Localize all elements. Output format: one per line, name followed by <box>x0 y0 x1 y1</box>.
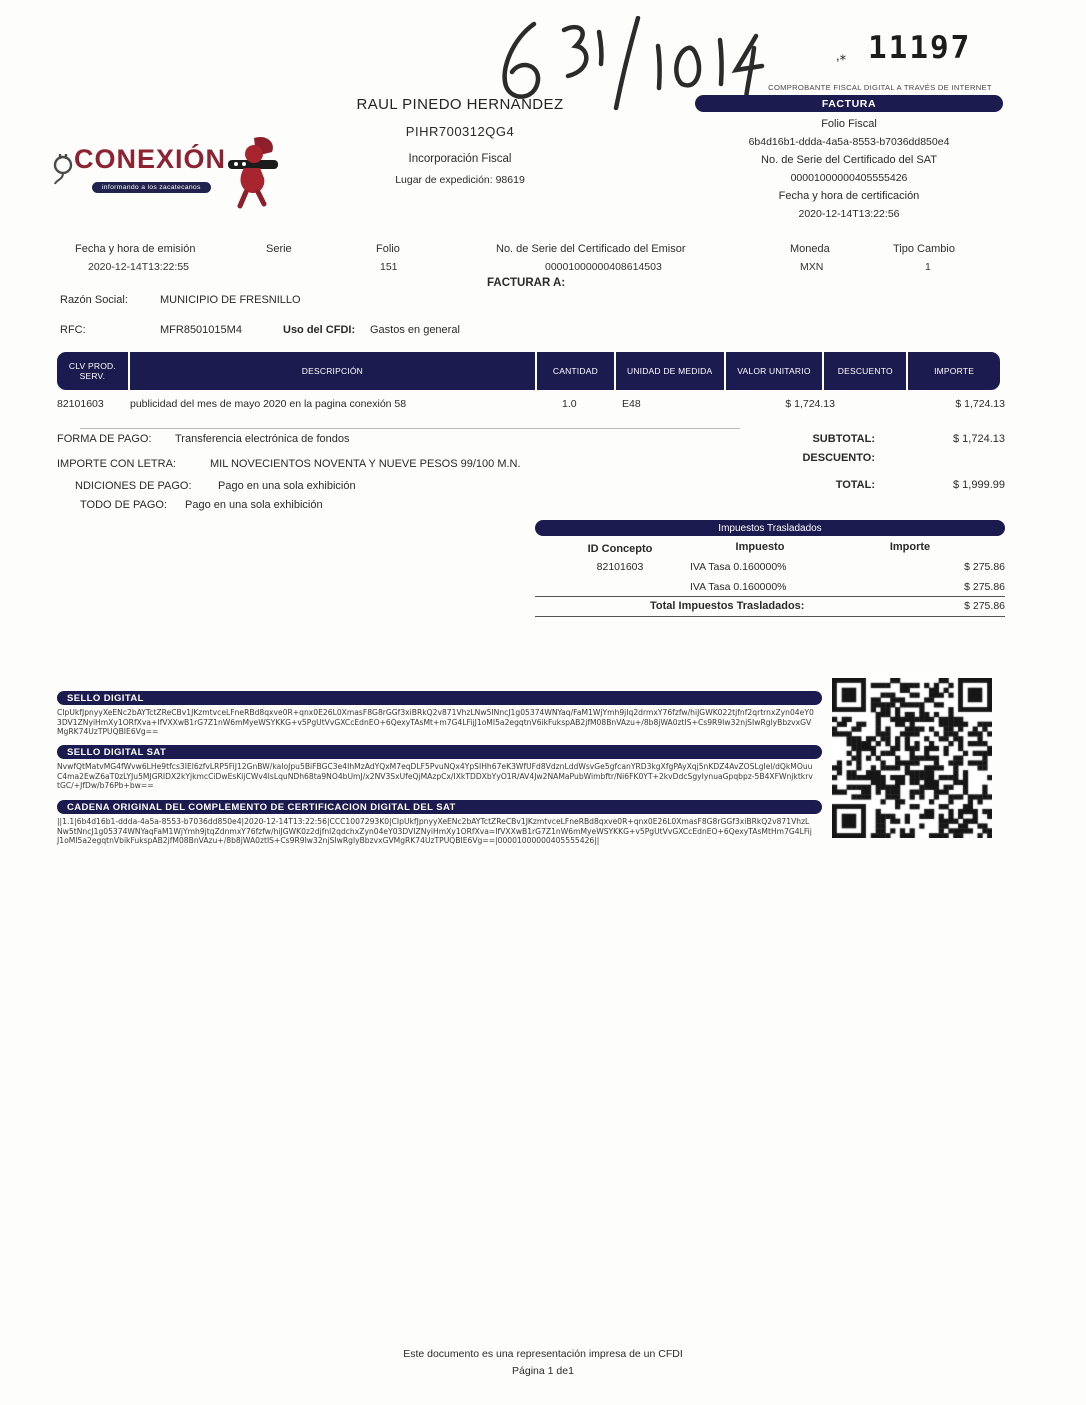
plug-icon <box>52 152 74 186</box>
subtotal-label: SUBTOTAL: <box>812 433 875 445</box>
razon-social-label: Razón Social: <box>60 294 128 306</box>
metodo-pago-value: Pago en una sola exhibición <box>185 499 323 511</box>
col-importe: IMPORTE <box>906 352 1000 390</box>
stamp-mark: ,⁎ <box>836 48 847 63</box>
col-cantidad: CANTIDAD <box>535 352 614 390</box>
emitter-rfc: PIHR700312QG4 <box>405 124 515 139</box>
cert-datetime-value: 2020-12-14T13:22:56 <box>798 208 900 220</box>
sello-digital-title: SELLO DIGITAL <box>57 691 822 705</box>
exchange-label: Tipo Cambio <box>893 243 955 255</box>
col-clv: CLV PROD. SERV. <box>68 361 116 381</box>
subtotal-value: $ 1,724.13 <box>953 433 1005 445</box>
item-separator-line <box>80 428 740 429</box>
taxes-total-value: $ 275.86 <box>964 600 1005 612</box>
folio-fiscal-label: Folio Fiscal <box>821 118 877 130</box>
qr-code <box>832 678 992 838</box>
items-table-header <box>57 352 1000 390</box>
taxes-col-id: ID Concepto <box>587 543 653 555</box>
col-descuento: DESCUENTO <box>822 352 906 390</box>
rfc-label: RFC: <box>60 324 86 336</box>
item-cantidad: 1.0 <box>562 398 577 410</box>
stamp-number: 11197 <box>868 30 972 66</box>
forma-pago-label: FORMA DE PAGO: <box>57 433 152 445</box>
sat-cert-value: 00001000000405555426 <box>790 172 908 184</box>
mascot-icon <box>210 134 280 210</box>
tax-importe: $ 275.86 <box>964 581 1005 593</box>
total-label: TOTAL: <box>835 479 875 491</box>
rfc-value: MFR8501015M4 <box>160 324 242 336</box>
razon-social-value: MUNICIPIO DE FRESNILLO <box>160 294 301 306</box>
emitter-cert-label: No. de Serie del Certificado del Emisor <box>496 243 686 255</box>
condiciones-pago-value: Pago en una sola exhibición <box>218 480 356 492</box>
col-valor: VALOR UNITARIO <box>724 352 823 390</box>
taxes-col-impuesto: Impuesto <box>735 541 785 553</box>
taxes-separator-line <box>535 596 1005 597</box>
metodo-pago-label: TODO DE PAGO: <box>80 499 167 511</box>
item-descripcion: publicidad del mes de mayo 2020 en la pagina conexión 58 <box>130 398 407 410</box>
folio-value: 151 <box>380 261 398 273</box>
logo-tagline: informando a los zacatecanos <box>92 182 211 193</box>
importe-letra-label: IMPORTE CON LETRA: <box>57 458 176 470</box>
footer-page-number: Página 1 de1 <box>512 1365 574 1377</box>
tax-impuesto: IVA Tasa 0.160000% <box>690 561 787 573</box>
forma-pago-value: Transferencia electrónica de fondos <box>175 433 350 445</box>
logo <box>52 138 282 218</box>
emission-value: 2020-12-14T13:22:55 <box>88 261 189 273</box>
emission-label: Fecha y hora de emisión <box>75 243 196 255</box>
folio-label: Folio <box>376 243 400 255</box>
cadena-original-value: ||1.1|6b4d16b1-ddda-4a5a-8553-b7036dd850e4|2020-12-14T13:22:56|CCC1007293K0|CIpUkfJpnyyXeENc2bAYTctZReCBv1JKzmtvceLFneRBd8qxve0R+qnx0E26L0XmasF8G8rGGf3xiBRkQ2v871VhzLNw5tNncJ1g05374WNYaqFaM1WjYmh9jtqZdnmxY76fzfw/hiJGWK0z2djfnl2qdchxZyn04eY03DVIZNyiHmXy1ORfXva=IfVXXwB1rG7Z1nW6mMyeWSYKKG+v5PgUtVvGXCcEdnEO+6QexyTAsMtHm7G4LFijJ1oMI5a2egqtnVbikFukspAB2jfM08BnVAzu+/8b8jWA0ztIS+Cs9R9Iw32njSIwRglyBbzvxGVMgRK74UzTPUQBIE6Vg==|00001000000405555426|| <box>57 817 812 846</box>
sello-sat-value: NvwfQtMatvMG4fWvw6LHe9tfcs3IEl6zfvLRP5FiJ12GnBW/kaIoJpu5BiFBGC3e4IhMzAdYQxM7eqDLF5PvuNQx4YpSIHh67eK3WfUFd8VdznLddWsvGe5gfcanYRD3kgXfgPAyXqj5nKDZ4AvZOSLgIel/dQkMOuuC4ma2EwZ6aT0zLYJu5MJGRIDX2kYjkmcCiDwEsKijCWv4IsLquNDh68ta9NO4bUmJ/x2NV3SxUfeQjMAzpCx/IXkTDDXbYyO1R/AV4Jw2NAMaPubWimbftr/Ni6FK0YT+2kvDdcSgyIynuaGpqbpz-5B4XFWnjktkrvtGC/+JfDw/b76Pb+bw== <box>57 762 813 791</box>
cfdi-notice: COMPROBANTE FISCAL DIGITAL A TRAVÉS DE INTERNET <box>768 83 992 92</box>
item-valor: $ 1,724.13 <box>785 398 835 410</box>
exchange-value: 1 <box>925 261 931 273</box>
importe-letra-value: MIL NOVECIENTOS NOVENTA Y NUEVE PESOS 99/100 M.N. <box>210 458 521 470</box>
sello-digital-value: CIpUkfJpnyyXeENc2bAYTctZReCBv1JKzmtvceLFneRBd8qxve0R+qnx0E26L0XmasF8G8rGGf3xiBRkQ2v871VhzLNw5INncJ1g05374WNYaq/FaM1WjYmh9jIq2drmxY76fzfw/hiJGWK022tjfnf2qrtrnxZyn04eY03DV1ZNyiHmXy1ORfXva+IfVXXwB1rG7Z1nW6mMyeWSYKKG+v5PgUtVvGXCcEdnEO+6QexyTAsMt+m7G4LFijJ1oMI5a2egqtnV6ikFukspAB2jfM08BnVAzu+/8b8jWA0ztIS+Cs9R9Iw32njSIwRglyBbzvxGVMgRK74UzTPUQBIE6Vg== <box>57 708 814 737</box>
serie-label: Serie <box>266 243 292 255</box>
col-descripcion: DESCRIPCIÓN <box>128 352 535 390</box>
uso-cfdi-label: Uso del CFDI: <box>283 324 356 336</box>
footer-cfdi-note: Este documento es una representación impresa de un CFDI <box>403 1348 683 1360</box>
currency-label: Moneda <box>790 243 830 255</box>
sat-cert-label: No. de Serie del Certificado del SAT <box>761 154 937 166</box>
total-value: $ 1,999.99 <box>953 479 1005 491</box>
emitter-regime: Incorporación Fiscal <box>408 153 512 165</box>
document-type-badge: FACTURA <box>695 95 1003 112</box>
taxes-bottom-line <box>535 616 1005 617</box>
uso-cfdi-value: Gastos en general <box>370 324 460 336</box>
emitter-name: RAUL PINEDO HERNANDEZ <box>356 96 564 113</box>
logo-brand-text: CONEXIÓN <box>74 144 227 174</box>
tax-importe: $ 275.86 <box>964 561 1005 573</box>
item-unidad: E48 <box>622 398 641 410</box>
cert-datetime-label: Fecha y hora de certificación <box>778 190 920 202</box>
item-importe: $ 1,724.13 <box>955 398 1005 410</box>
cadena-original-title: CADENA ORIGINAL DEL COMPLEMENTO DE CERTIFICACION DIGITAL DEL SAT <box>57 800 822 814</box>
col-unidad: UNIDAD DE MEDIDA <box>614 352 724 390</box>
taxes-total-label: Total Impuestos Trasladados: <box>650 600 805 612</box>
sello-sat-title: SELLO DIGITAL SAT <box>57 745 822 759</box>
tax-impuesto: IVA Tasa 0.160000% <box>690 581 787 593</box>
folio-fiscal-value: 6b4d16b1-ddda-4a5a-8553-b7036dd850e4 <box>748 136 950 148</box>
item-clv: 82101603 <box>57 398 104 410</box>
emitter-cert-value: 00001000000408614503 <box>545 261 662 273</box>
expedition-place: Lugar de expedición: 98619 <box>395 174 525 186</box>
taxes-col-importe: Importe <box>889 541 931 553</box>
facturar-a-label: FACTURAR A: <box>487 277 566 289</box>
taxes-title: Impuestos Trasladados <box>535 520 1005 536</box>
descuento-label: DESCUENTO: <box>802 452 875 464</box>
tax-id: 82101603 <box>596 561 644 573</box>
condiciones-pago-label: NDICIONES DE PAGO: <box>75 480 192 492</box>
currency-value: MXN <box>800 261 824 273</box>
